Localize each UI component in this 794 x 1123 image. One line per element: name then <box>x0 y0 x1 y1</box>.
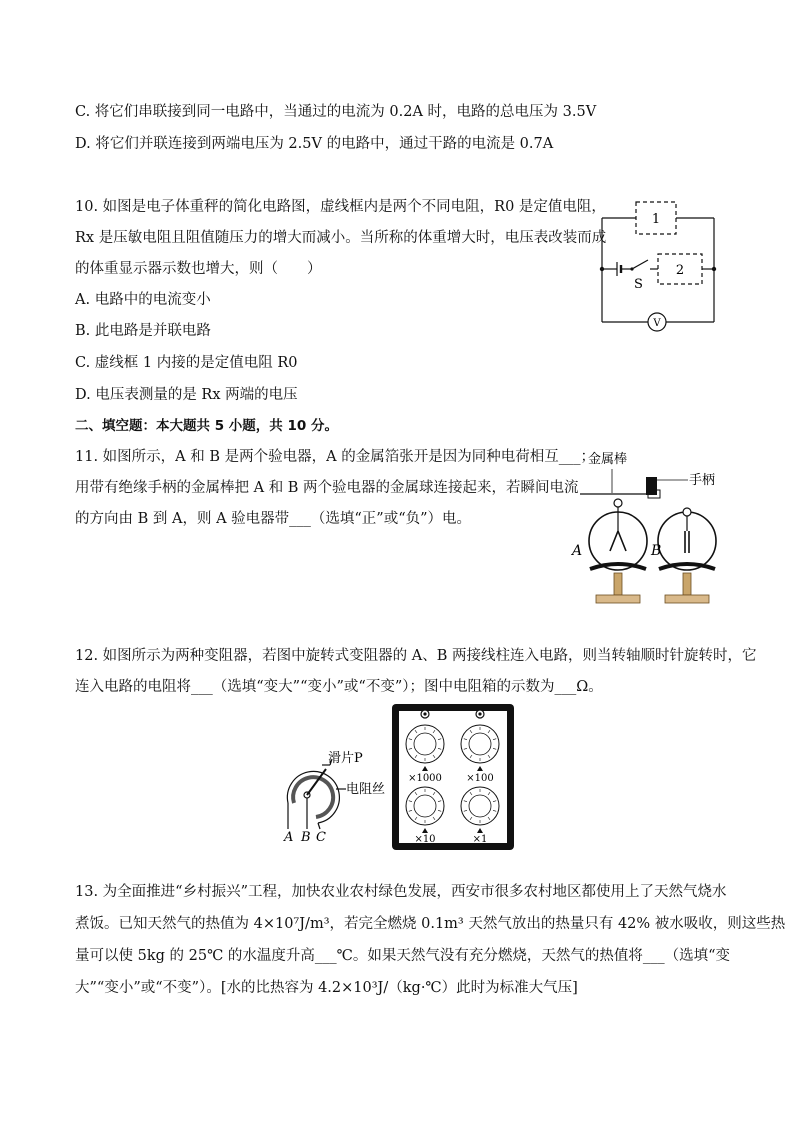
q10-switch-label: S <box>634 277 643 292</box>
q10-option-b: B. 此电路是并联电路 <box>75 323 211 339</box>
q12-dial-x100-label: ×100 <box>466 773 494 784</box>
q11-handle-label: 手柄 <box>689 473 716 488</box>
q12-terminal-b: B <box>301 830 311 845</box>
q9-option-d: D. 将它们并联连接到两端电压为 2.5V 的电路中，通过干路的电流是 0.7A <box>75 136 554 152</box>
q10-option-a: A. 电路中的电流变小 <box>75 292 211 308</box>
q12-stem-line2: 连入电路的电阻将___（选填“变大”“变小”或“不变”）；图中电阻箱的示数为___Ω。 <box>75 679 603 695</box>
q12-stem-line1: 12. 如图所示为两种变阻器，若图中旋转式变阻器的 A、B 两接线柱连入电路，则当转轴顺时针旋转时，它 <box>75 648 757 664</box>
q11-stem-line1: 11. 如图所示，A 和 B 是两个验电器，A 的金属箔张开是因为同种电荷相互___； <box>75 449 595 465</box>
q11-label-a: A <box>572 543 583 559</box>
q12-slider-label: 滑片P <box>328 751 363 766</box>
q10-stem-line3: 的体重显示器示数也增大，则（ ） <box>75 261 322 277</box>
section-heading-fill-in: 二、填空题：本大题共 5 小题，共 10 分。 <box>75 418 338 434</box>
q13-stem-line3: 量可以使 5kg 的 25℃ 的水温度升高___℃。如果天然气没有充分燃烧，天然气的热值将___（选填“变 <box>75 948 731 964</box>
q11-rod-label: 金属棒 <box>588 452 628 467</box>
q12-rotary-rheostat-diagram <box>270 745 400 845</box>
q10-option-c: C. 虚线框 1 内接的是定值电阻 R0 <box>75 355 298 371</box>
q11-electroscope-diagram <box>570 443 730 608</box>
electroscope-b <box>658 508 716 603</box>
q11-label-b: B <box>651 543 662 559</box>
q12-terminal-a: A <box>284 830 294 845</box>
electroscope-a <box>589 499 647 603</box>
q12-terminal-c: C <box>316 830 326 845</box>
q12-dial-x10-label: ×10 <box>414 834 436 845</box>
q10-stem-line1: 10. 如图是电子体重秤的简化电路图，虚线框内是两个不同电阻，R0 是定值电阻， <box>75 199 606 215</box>
q12-dial-x1000-label: ×1000 <box>408 773 442 784</box>
q10-circuit-diagram <box>592 196 722 336</box>
q12-wire-label: 电阻丝 <box>346 782 386 797</box>
q13-stem-line1: 13. 为全面推进“乡村振兴”工程，加快农业农村绿色发展，西安市很多农村地区都使用上了天然气烧水 <box>75 884 727 900</box>
q10-option-d: D. 电压表测量的是 Rx 两端的电压 <box>75 387 298 403</box>
q12-dial-x1-label: ×1 <box>472 834 488 845</box>
q9-option-c: C. 将它们串联接到同一电路中，当通过的电流为 0.2A 时，电路的总电压为 3.5V <box>75 104 597 120</box>
q12-resistance-box-diagram <box>390 702 516 852</box>
q10-box2-label: 2 <box>675 263 685 278</box>
q11-stem-line2: 用带有绝缘手柄的金属棒把 A 和 B 两个验电器的金属球连接起来，若瞬间电流 <box>75 480 579 496</box>
q10-box1-label: 1 <box>651 212 661 227</box>
q13-stem-line4: 大”“变小”或“不变”）。[水的比热容为 4.2×10³J/（kg·℃）此时为标准大气压] <box>75 980 578 996</box>
q13-stem-line2: 煮饭。已知天然气的热值为 4×10⁷J/m³，若完全燃烧 0.1m³ 天然气放出的热量只有 42% 被水吸收，则这些热 <box>75 916 786 932</box>
q10-voltmeter-label: V <box>653 318 661 329</box>
q10-stem-line2: Rx 是压敏电阻且阻值随压力的增大而减小。当所称的体重增大时，电压表改装而成 <box>75 230 607 246</box>
q11-stem-line3: 的方向由 B 到 A，则 A 验电器带___（选填“正”或“负”）电。 <box>75 511 472 527</box>
